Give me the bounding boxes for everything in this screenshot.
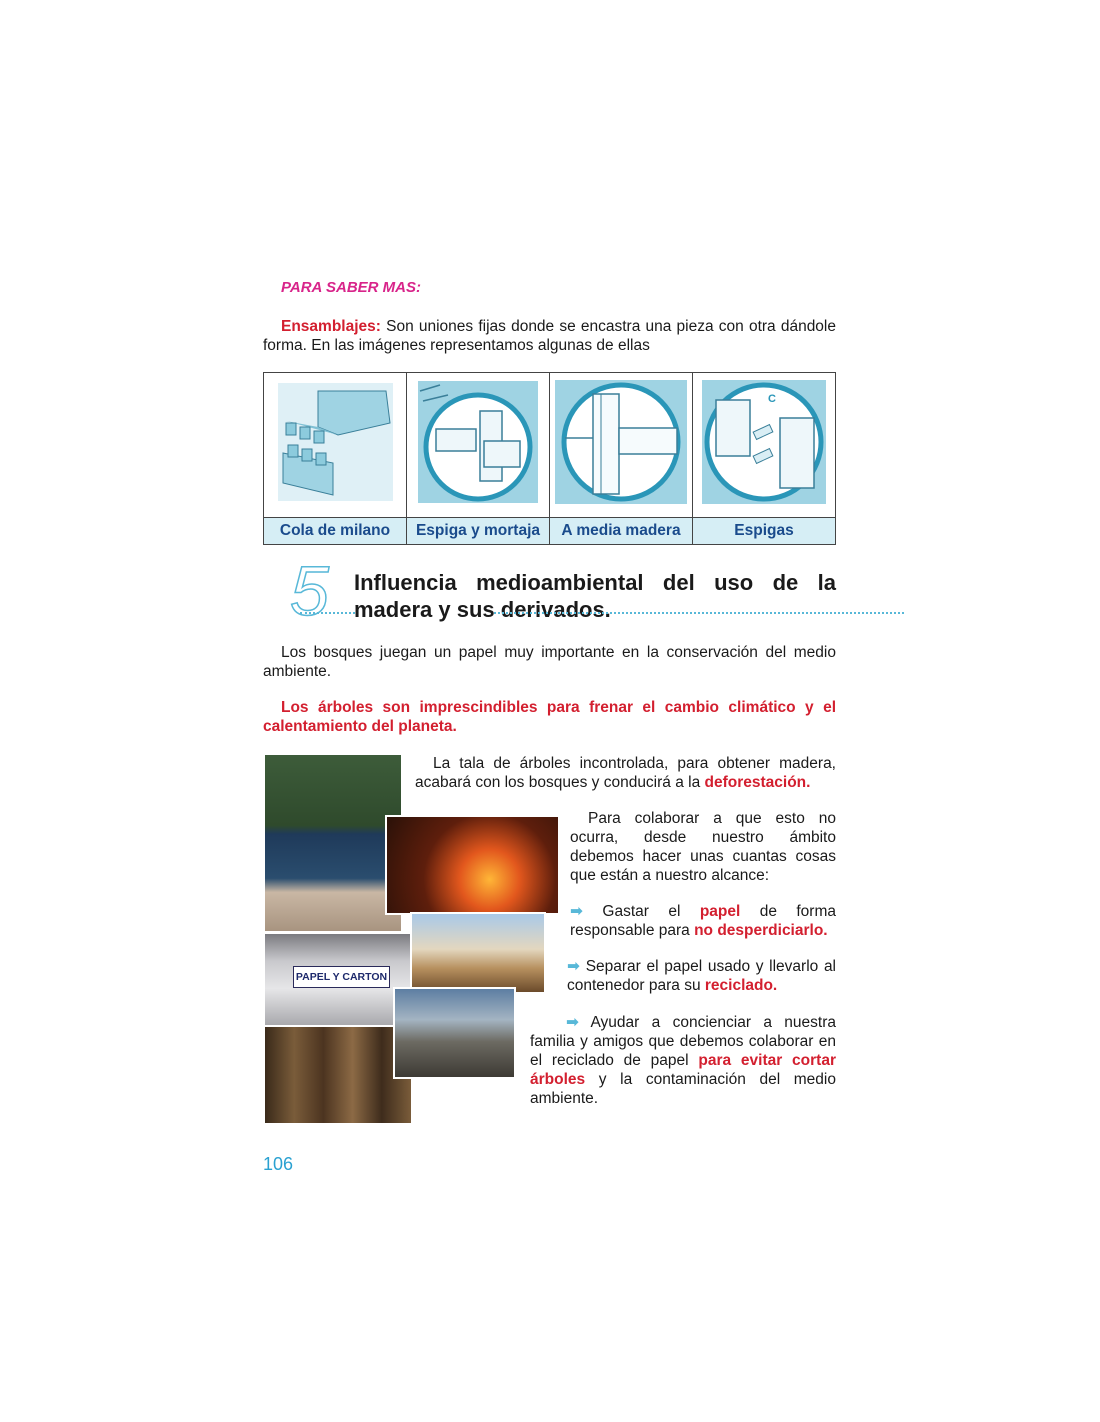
intro-text: Son uniones fijas donde se encastra una pieza con otra dándole forma. En las imágenes representamos algunas de ellas xyxy=(263,318,836,354)
join-label: Espigas xyxy=(693,517,836,544)
section-title: Influencia medioambiental del uso de la madera y sus derivados. xyxy=(354,570,836,622)
body-paragraph-2 xyxy=(415,754,836,792)
landfill-photo xyxy=(393,987,516,1079)
body-text: Para colaborar a que esto no ocurra, desde nuestro ámbito debemos hacer unas cuantas cosas que están a nuestro alcance: xyxy=(570,810,836,884)
bullet-text: Separar el papel usado y llevarlo al contenedor para su xyxy=(567,958,837,994)
mortise-tenon-drawing xyxy=(418,381,538,503)
arrow-icon: ➡ xyxy=(566,1014,579,1031)
body-paragraph-1 xyxy=(263,643,836,681)
join-image-cell xyxy=(407,373,550,518)
intro-term: Ensamblajes: xyxy=(281,318,381,335)
log-river-photo xyxy=(263,753,403,933)
body-red-term: deforestación. xyxy=(704,774,811,791)
arrow-icon: ➡ xyxy=(567,958,580,975)
join-image-cell xyxy=(693,373,836,518)
birch-forest-photo xyxy=(410,912,546,994)
intro-paragraph xyxy=(263,317,836,355)
dovetail-joint-drawing xyxy=(278,383,393,501)
bullet-red-term: no desperdiciarlo. xyxy=(694,922,828,939)
body-text: Los bosques juegan un papel muy importante en la conservación del medio ambiente. xyxy=(263,644,836,680)
bullet-item-2 xyxy=(567,957,836,995)
section-rule-right xyxy=(494,612,904,614)
body-text: La tala de árboles incontrolada, para obtener madera, acabará con los bosques y conducirá a la xyxy=(415,755,836,791)
join-label: Espiga y mortaja xyxy=(407,517,550,544)
joins-table xyxy=(263,372,836,545)
bullet-item-3 xyxy=(530,1013,836,1108)
recycling-container-photo xyxy=(263,932,413,1027)
bullet-red-term: papel xyxy=(699,903,741,920)
arrow-icon: ➡ xyxy=(570,903,583,920)
bullet-text: y la contaminación del medio ambiente. xyxy=(530,1071,836,1107)
highlight-text: Los árboles son imprescindibles para frenar el cambio climático y el calentamiento del planeta. xyxy=(263,699,836,735)
join-image-cell xyxy=(264,373,407,518)
bullet-item-1 xyxy=(570,902,836,940)
page-number: 106 xyxy=(263,1154,294,1174)
dowel-joint-drawing xyxy=(702,380,826,504)
join-image-cell xyxy=(550,373,693,518)
bullet-text: Gastar el xyxy=(602,903,700,920)
bullet-text: Ayudar a concienciar a nuestra familia y amigos que debemos colaborar en el reciclado de papel xyxy=(530,1014,836,1069)
half-lap-joint-drawing xyxy=(555,380,687,504)
highlight-paragraph xyxy=(263,698,836,736)
join-label: A media madera xyxy=(550,517,693,544)
bullet-red-term: para evitar cortar árboles xyxy=(530,1052,836,1088)
bullet-red-term: reciclado. xyxy=(704,977,778,994)
dowel-letter: C xyxy=(768,393,776,406)
kicker-heading: PARA SABER MAS: xyxy=(281,279,422,296)
join-label: Cola de milano xyxy=(264,517,407,544)
section-number: 5 xyxy=(290,552,329,630)
section-rule-left xyxy=(300,612,355,614)
body-paragraph-3 xyxy=(570,809,836,885)
container-sign: PAPEL Y CARTON xyxy=(293,966,390,988)
forest-fire-photo xyxy=(385,815,560,915)
felled-forest-photo xyxy=(263,1025,413,1125)
bullet-text: de forma responsable para xyxy=(570,903,836,939)
